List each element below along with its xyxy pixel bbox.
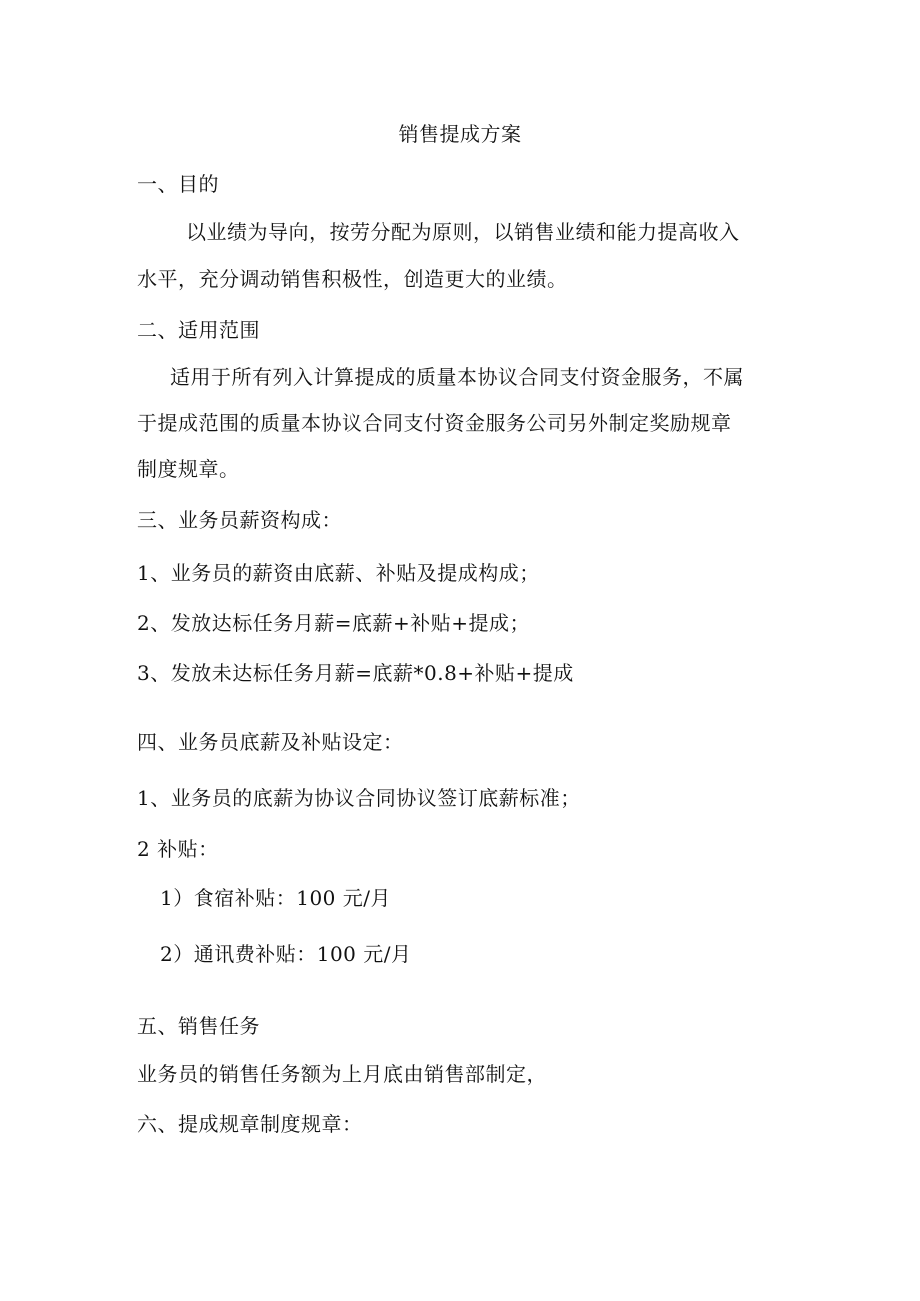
paragraph-purpose-line-2: 水平，充分调动销售积极性，创造更大的业绩。 [137,267,568,291]
sales-task-text: 业务员的销售任务额为上月底由销售部制定， [137,1062,547,1086]
paragraph-scope-line-2: 于提成范围的质量本协议合同支付资金服务公司另外制定奖励规章 [137,411,732,435]
paragraph-scope-line-1: 适用于所有列入计算提成的质量本协议合同支付资金服务，不属 [170,365,744,389]
section-heading-base-salary: 四、业务员底薪及补贴设定： [137,730,404,754]
paragraph-purpose-line-1: 以业绩为导向，按劳分配为原则，以销售业绩和能力提高收入 [186,220,740,244]
salary-item-2: 2、发放达标任务月薪=底薪+补贴+提成； [137,611,530,635]
allowance-item-1: 1）食宿补贴：100 元/月 [160,886,391,910]
salary-item-3: 3、发放未达标任务月薪=底薪*0.8+补贴+提成 [137,661,574,685]
allowance-item-2: 2）通讯费补贴：100 元/月 [160,942,412,966]
salary-item-1: 1、业务员的薪资由底薪、补贴及提成构成； [137,561,540,585]
base-salary-item-1: 1、业务员的底薪为协议合同协议签订底薪标准； [137,786,581,810]
section-heading-sales-task: 五、销售任务 [137,1014,260,1038]
section-heading-salary-structure: 三、业务员薪资构成： [137,508,342,532]
base-salary-item-2: 2 补贴： [137,837,219,861]
section-heading-commission-rules: 六、提成规章制度规章： [137,1112,363,1136]
section-heading-purpose: 一、目的 [137,172,219,196]
document-title: 销售提成方案 [398,122,522,146]
section-heading-scope: 二、适用范围 [137,318,260,342]
paragraph-scope-line-3: 制度规章。 [137,457,240,481]
